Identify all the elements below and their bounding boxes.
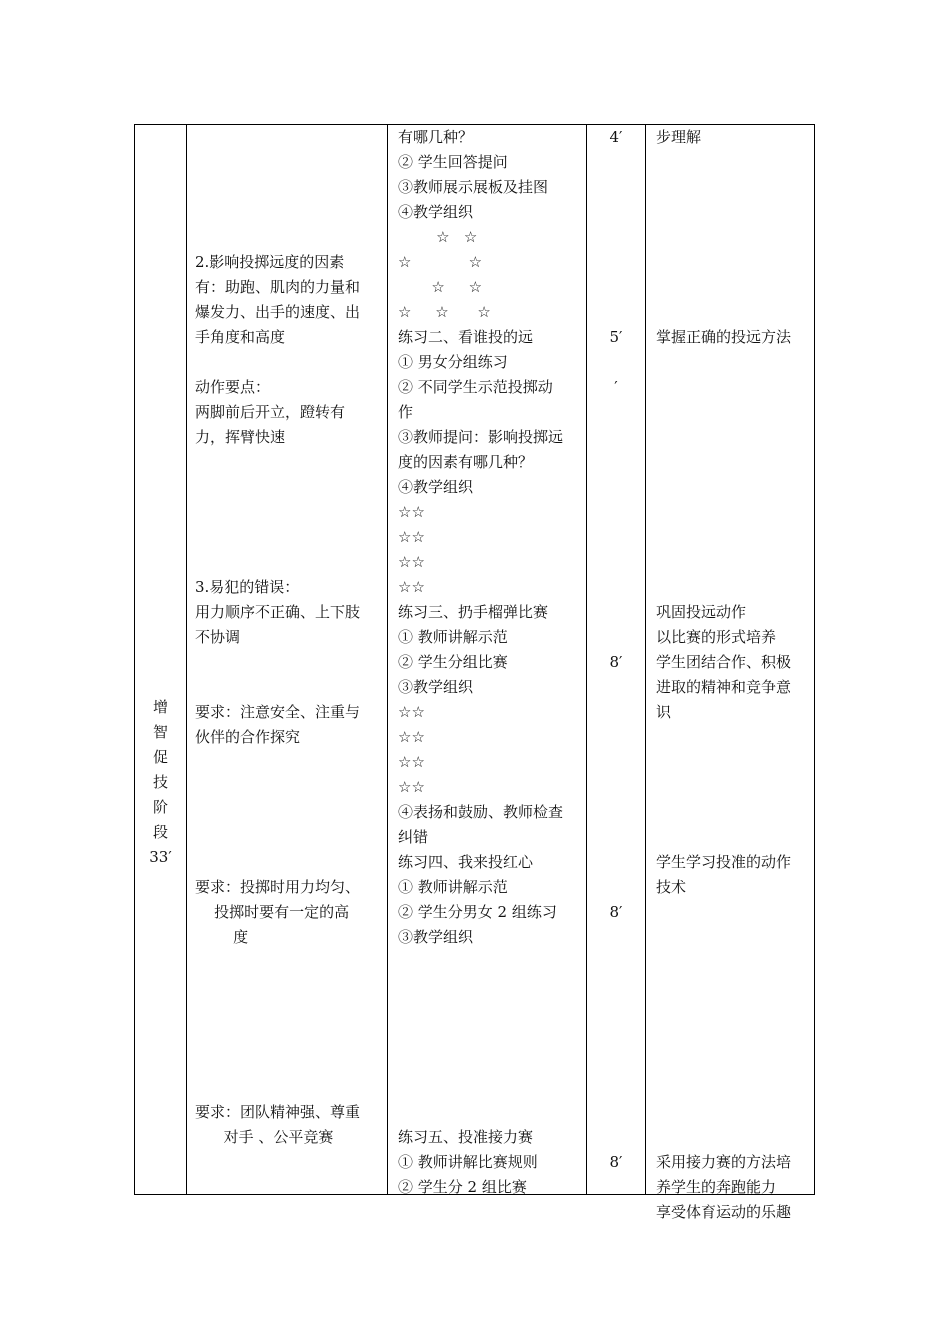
purpose-line bbox=[656, 225, 808, 250]
content-line: 有：助跑、肌肉的力量和 bbox=[195, 278, 361, 296]
stage-label-char: 技 bbox=[152, 773, 168, 791]
method-line: ☆☆ bbox=[398, 528, 425, 546]
content-line bbox=[195, 1000, 381, 1025]
time-line: 8′ bbox=[609, 1153, 623, 1171]
method-column bbox=[388, 125, 584, 1194]
method-line: ① 教师讲解比赛规则 bbox=[398, 1153, 538, 1171]
stage-label-char: 阶 bbox=[152, 798, 168, 816]
time-line bbox=[587, 350, 645, 375]
method-line: ③教师展示展板及挂图 bbox=[398, 178, 549, 196]
stage-label-char: 段 bbox=[152, 823, 168, 841]
method-line: ② 学生分 2 组比赛 bbox=[398, 1178, 527, 1196]
purpose-line bbox=[656, 900, 808, 925]
method-line: ☆☆ bbox=[398, 703, 425, 721]
purpose-line: 享受体育运动的乐趣 bbox=[656, 1203, 792, 1221]
content-line: 力，挥臂快速 bbox=[195, 428, 286, 446]
time-line bbox=[587, 800, 645, 825]
purpose-line bbox=[656, 1025, 808, 1050]
time-line bbox=[587, 850, 645, 875]
content-line bbox=[195, 1050, 381, 1075]
purpose-line bbox=[656, 575, 808, 600]
time-line bbox=[587, 1000, 645, 1025]
purpose-line: 识 bbox=[656, 703, 672, 721]
method-line: ☆ ☆ bbox=[398, 228, 478, 246]
content-line bbox=[195, 500, 381, 525]
purpose-line bbox=[656, 150, 808, 175]
time-line bbox=[587, 300, 645, 325]
content-line: 2.影响投掷远度的因素 bbox=[195, 253, 345, 271]
method-line: ☆ ☆ ☆ bbox=[398, 303, 491, 321]
purpose-line bbox=[656, 1075, 808, 1100]
purpose-line bbox=[656, 950, 808, 975]
time-line bbox=[587, 950, 645, 975]
purpose-line bbox=[656, 750, 808, 775]
content-line: 用力顺序不正确、上下肢 bbox=[195, 603, 361, 621]
purpose-line: 进取的精神和竞争意 bbox=[656, 678, 792, 696]
purpose-line: 采用接力赛的方法培 bbox=[656, 1153, 792, 1171]
method-line: ③教学组织 bbox=[398, 928, 474, 946]
purpose-line bbox=[656, 350, 808, 375]
method-line bbox=[398, 950, 584, 975]
purpose-line: 学生学习投准的动作 bbox=[656, 853, 792, 871]
purpose-line: 以比赛的形式培养 bbox=[656, 628, 777, 646]
method-line: ② 学生回答提问 bbox=[398, 153, 508, 171]
method-line: ② 学生分男女 2 组练习 bbox=[398, 903, 557, 921]
time-line bbox=[587, 775, 645, 800]
content-line bbox=[195, 475, 381, 500]
time-line bbox=[587, 550, 645, 575]
purpose-line bbox=[656, 725, 808, 750]
method-line: 度的因素有哪几种？ bbox=[398, 453, 534, 471]
content-line bbox=[195, 975, 381, 1000]
method-line: ② 不同学生示范投掷动 bbox=[398, 378, 553, 396]
purpose-line bbox=[656, 425, 808, 450]
content-line bbox=[195, 450, 381, 475]
content-line: 3.易犯的错误： bbox=[195, 578, 300, 596]
content-line bbox=[195, 750, 381, 775]
method-line bbox=[398, 1100, 584, 1125]
lesson-plan-table bbox=[134, 124, 815, 1221]
content-line: 手角度和高度 bbox=[195, 328, 286, 346]
purpose-line bbox=[656, 1125, 808, 1150]
content-line: 要求：团队精神强、尊重 bbox=[195, 1103, 361, 1121]
time-line bbox=[587, 725, 645, 750]
time-line bbox=[587, 200, 645, 225]
method-line bbox=[398, 1075, 584, 1100]
content-line bbox=[195, 125, 381, 150]
content-line bbox=[195, 675, 381, 700]
time-line: 4′ bbox=[609, 128, 623, 146]
time-column bbox=[587, 125, 645, 1194]
method-line: 练习三、扔手榴弹比赛 bbox=[398, 603, 549, 621]
method-line bbox=[398, 1050, 584, 1075]
content-line bbox=[195, 850, 381, 875]
purpose-line bbox=[656, 400, 808, 425]
stage-label-char: 智 bbox=[152, 723, 168, 741]
time-line bbox=[587, 400, 645, 425]
method-line: 练习五、投准接力赛 bbox=[398, 1128, 534, 1146]
purpose-line bbox=[656, 275, 808, 300]
method-line: ④表扬和鼓励、教师检查 bbox=[398, 803, 564, 821]
method-line bbox=[398, 1000, 584, 1025]
time-line bbox=[587, 525, 645, 550]
purpose-line bbox=[656, 975, 808, 1000]
time-line bbox=[587, 500, 645, 525]
time-line bbox=[587, 1075, 645, 1100]
time-line bbox=[587, 275, 645, 300]
time-line: 8′ bbox=[609, 903, 623, 921]
content-line bbox=[195, 225, 381, 250]
content-line bbox=[195, 1075, 381, 1100]
content-line bbox=[195, 825, 381, 850]
time-line bbox=[587, 875, 645, 900]
time-line bbox=[587, 475, 645, 500]
content-line bbox=[195, 525, 381, 550]
purpose-line: 技术 bbox=[656, 878, 687, 896]
method-line: ☆☆ bbox=[398, 503, 425, 521]
method-line: ☆☆ bbox=[398, 778, 425, 796]
method-line: ☆ ☆ bbox=[398, 253, 483, 271]
time-line bbox=[587, 175, 645, 200]
purpose-line bbox=[656, 1000, 808, 1025]
purpose-line bbox=[656, 300, 808, 325]
method-line: ③教师提问：影响投掷远 bbox=[398, 428, 564, 446]
content-line bbox=[195, 650, 381, 675]
content-line: 度 bbox=[195, 928, 249, 946]
content-line bbox=[195, 800, 381, 825]
stage-label bbox=[135, 695, 186, 870]
purpose-line: 巩固投远动作 bbox=[656, 603, 747, 621]
method-line: ☆☆ bbox=[398, 553, 425, 571]
method-line: 有哪几种？ bbox=[398, 128, 474, 146]
content-line bbox=[195, 950, 381, 975]
stage-label-char: 33′ bbox=[149, 848, 172, 866]
purpose-line bbox=[656, 825, 808, 850]
method-line: 练习二、看谁投的远 bbox=[398, 328, 534, 346]
time-line bbox=[587, 1125, 645, 1150]
purpose-line bbox=[656, 525, 808, 550]
stage-label-char: 促 bbox=[152, 748, 168, 766]
content-line bbox=[195, 550, 381, 575]
time-line: ′ bbox=[614, 378, 618, 396]
content-column bbox=[187, 125, 381, 1194]
purpose-line bbox=[656, 800, 808, 825]
time-line bbox=[587, 225, 645, 250]
time-line bbox=[587, 425, 645, 450]
content-line: 要求：投掷时用力均匀、 bbox=[195, 878, 361, 896]
purpose-line bbox=[656, 500, 808, 525]
method-line: ③教学组织 bbox=[398, 678, 474, 696]
content-line: 对手 、公平竞赛 bbox=[195, 1128, 334, 1146]
purpose-line bbox=[656, 925, 808, 950]
content-line bbox=[195, 350, 381, 375]
method-line: ☆☆ bbox=[398, 753, 425, 771]
method-line bbox=[398, 1025, 584, 1050]
purpose-line bbox=[656, 1050, 808, 1075]
time-line: 8′ bbox=[609, 653, 623, 671]
content-line: 动作要点： bbox=[195, 378, 271, 396]
method-line: ④教学组织 bbox=[398, 478, 474, 496]
purpose-line bbox=[656, 475, 808, 500]
purpose-line bbox=[656, 375, 808, 400]
purpose-line bbox=[656, 250, 808, 275]
content-line: 投掷时要有一定的高 bbox=[195, 903, 350, 921]
time-line bbox=[587, 250, 645, 275]
method-line: ① 男女分组练习 bbox=[398, 353, 508, 371]
time-line bbox=[587, 150, 645, 175]
purpose-line: 掌握正确的投远方法 bbox=[656, 328, 792, 346]
purpose-line bbox=[656, 200, 808, 225]
time-line bbox=[587, 600, 645, 625]
time-line bbox=[587, 750, 645, 775]
content-line bbox=[195, 150, 381, 175]
purpose-line bbox=[656, 450, 808, 475]
content-line: 伙伴的合作探究 bbox=[195, 728, 301, 746]
time-line bbox=[587, 625, 645, 650]
purpose-line bbox=[656, 1100, 808, 1125]
time-line bbox=[587, 975, 645, 1000]
content-line bbox=[195, 1025, 381, 1050]
method-line: 纠错 bbox=[398, 828, 429, 846]
content-line: 两脚前后开立，蹬转有 bbox=[195, 403, 346, 421]
purpose-column bbox=[646, 125, 808, 1221]
method-line: 作 bbox=[398, 403, 414, 421]
method-line bbox=[398, 975, 584, 1000]
content-line: 不协调 bbox=[195, 628, 241, 646]
content-line bbox=[195, 175, 381, 200]
method-line: ① 教师讲解示范 bbox=[398, 628, 508, 646]
purpose-line: 学生团结合作、积极 bbox=[656, 653, 792, 671]
time-line bbox=[587, 1050, 645, 1075]
time-line bbox=[587, 1025, 645, 1050]
purpose-line bbox=[656, 775, 808, 800]
time-line bbox=[587, 450, 645, 475]
method-line: ④教学组织 bbox=[398, 203, 474, 221]
stage-column bbox=[135, 125, 186, 1194]
time-line bbox=[587, 675, 645, 700]
purpose-line bbox=[656, 550, 808, 575]
time-line bbox=[587, 700, 645, 725]
content-line: 爆发力、出手的速度、出 bbox=[195, 303, 361, 321]
method-line: ② 学生分组比赛 bbox=[398, 653, 508, 671]
method-line: ☆ ☆ bbox=[398, 278, 483, 296]
time-line bbox=[587, 925, 645, 950]
method-line: 练习四、我来投红心 bbox=[398, 853, 534, 871]
stage-label-char: 增 bbox=[152, 698, 168, 716]
time-line bbox=[587, 825, 645, 850]
purpose-line: 养学生的奔跑能力 bbox=[656, 1178, 777, 1196]
purpose-line bbox=[656, 175, 808, 200]
method-line: ☆☆ bbox=[398, 728, 425, 746]
content-line: 要求：注意安全、注重与 bbox=[195, 703, 361, 721]
purpose-line: 步理解 bbox=[656, 128, 702, 146]
method-line: ☆☆ bbox=[398, 578, 425, 596]
time-line: 5′ bbox=[609, 328, 623, 346]
content-line bbox=[195, 200, 381, 225]
content-line bbox=[195, 775, 381, 800]
method-line: ① 教师讲解示范 bbox=[398, 878, 508, 896]
time-line bbox=[587, 575, 645, 600]
time-line bbox=[587, 1100, 645, 1125]
